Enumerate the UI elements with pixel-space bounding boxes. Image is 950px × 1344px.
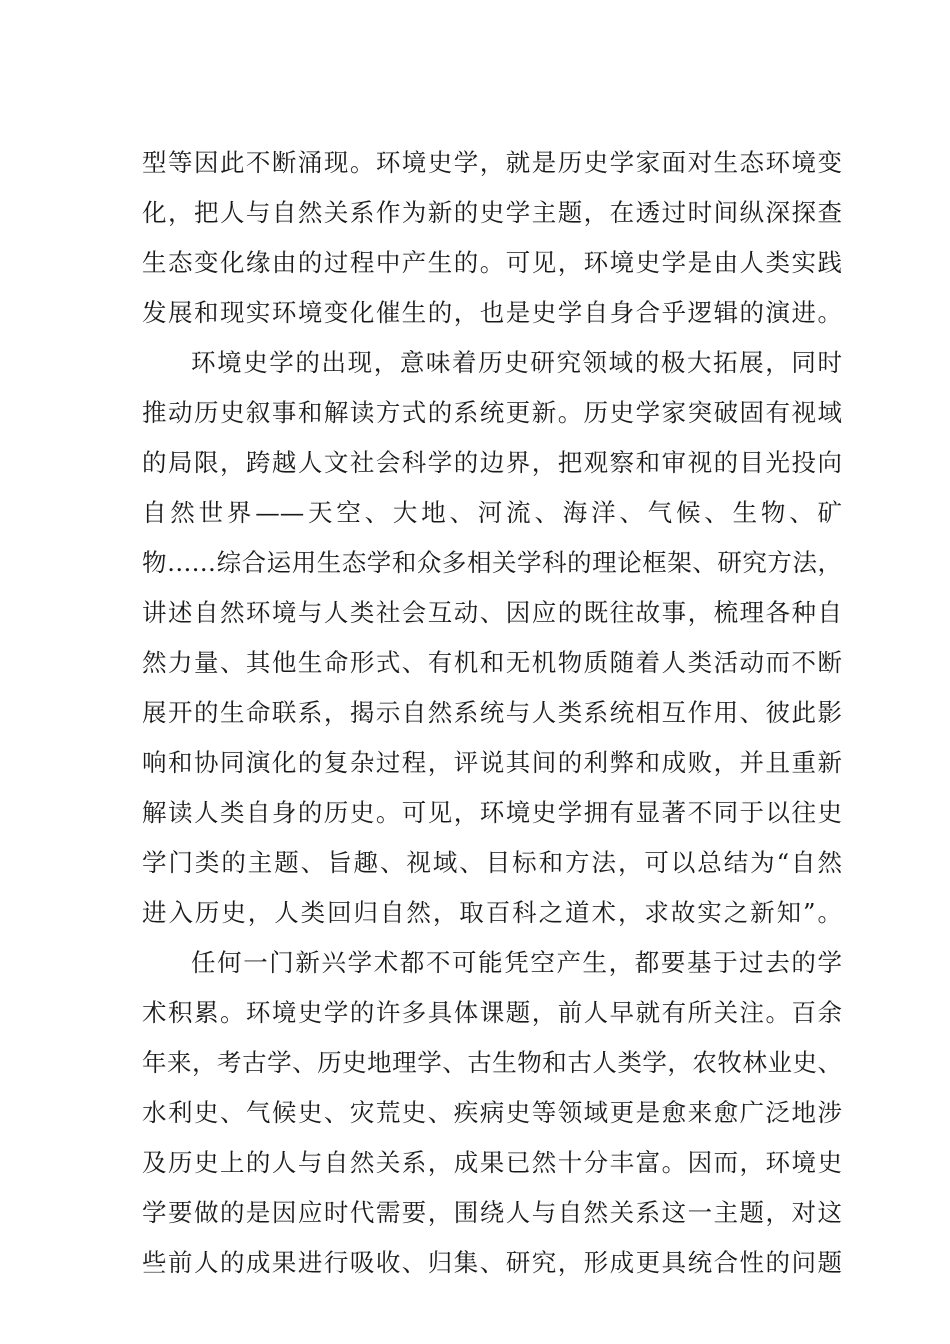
text-line: 推动历史叙事和解读方式的系统更新。历史学家突破固有视域 [142,398,842,427]
body-text [142,138,842,1288]
text-line: 进入历史，人类回归自然，取百科之道术，求故实之新知”。 [142,898,842,927]
text-line: 自然世界——天空、大地、河流、海洋、气候、生物、矿 [142,498,842,527]
text-line: 然力量、其他生命形式、有机和无机物质随着人类活动而不断 [142,648,842,677]
text-line: 环境史学的出现，意味着历史研究领域的极大拓展，同时 [191,348,842,377]
text-line: 解读人类自身的历史。可见，环境史学拥有显著不同于以往史 [142,798,842,827]
text-line: 的局限，跨越人文社会科学的边界，把观察和审视的目光投向 [142,448,842,477]
text-line: 年来，考古学、历史地理学、古生物和古人类学，农牧林业史、 [142,1048,842,1077]
text-line: 化，把人与自然关系作为新的史学主题，在透过时间纵深探查 [142,198,842,227]
text-line: 学门类的主题、旨趣、视域、目标和方法，可以总结为“自然 [142,848,842,877]
text-line: 水利史、气候史、灾荒史、疾病史等领域更是愈来愈广泛地涉 [142,1098,842,1127]
text-line: 响和协同演化的复杂过程，评说其间的利弊和成败，并且重新 [142,748,842,777]
text-line: 学要做的是因应时代需要，围绕人与自然关系这一主题，对这 [142,1198,842,1227]
text-line: 术积累。环境史学的许多具体课题，前人早就有所关注。百余 [142,998,842,1027]
text-line: 生态变化缘由的过程中产生的。可见，环境史学是由人类实践 [142,248,842,277]
text-line: 物……综合运用生态学和众多相关学科的理论框架、研究方法， [142,548,842,577]
text-line: 些前人的成果进行吸收、归集、研究，形成更具统合性的问题 [142,1248,842,1277]
text-line: 及历史上的人与自然关系，成果已然十分丰富。因而，环境史 [142,1148,842,1177]
text-line: 型等因此不断涌现。环境史学，就是历史学家面对生态环境变 [142,148,842,177]
text-line: 任何一门新兴学术都不可能凭空产生，都要基于过去的学 [191,948,842,977]
text-line: 讲述自然环境与人类社会互动、因应的既往故事，梳理各种自 [142,598,842,627]
text-line: 展开的生命联系，揭示自然系统与人类系统相互作用、彼此影 [142,698,842,727]
text-line: 发展和现实环境变化催生的，也是史学自身合乎逻辑的演进。 [142,298,842,327]
